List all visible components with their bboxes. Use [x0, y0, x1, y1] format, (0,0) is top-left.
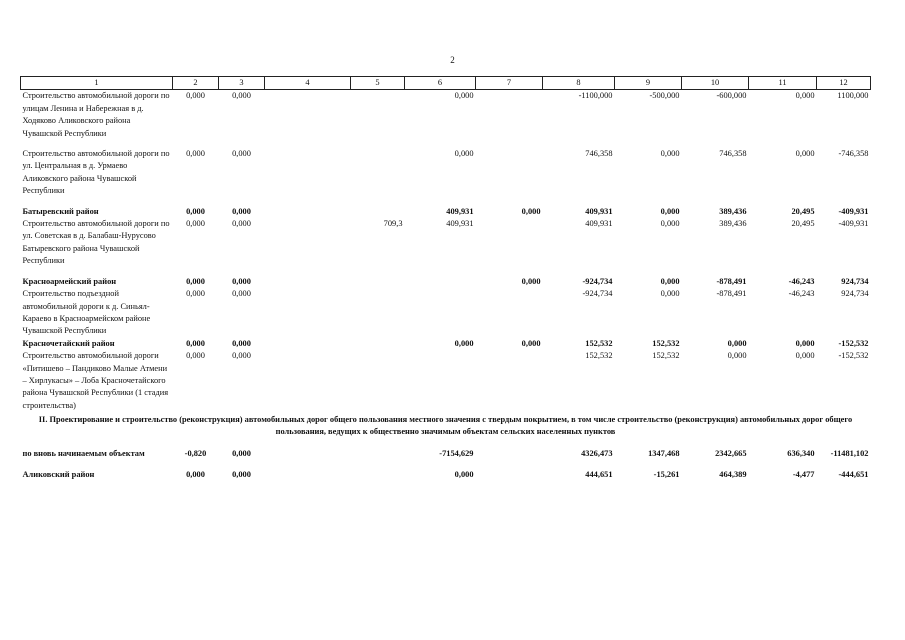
cell: 0,000 — [186, 276, 205, 286]
cell: 0,000 — [232, 351, 251, 361]
cell: 409,931 — [446, 219, 474, 229]
cell: 0,000 — [795, 351, 815, 361]
cell — [265, 350, 351, 412]
cell: 0,000 — [232, 206, 251, 216]
cell: -46,243 — [788, 289, 815, 299]
cell — [476, 350, 543, 412]
cell: -444,651 — [838, 469, 869, 479]
cell: 0,000 — [454, 149, 474, 159]
row-name: Аликовский район — [22, 469, 95, 479]
cell: 409,931 — [446, 206, 474, 216]
cell: -878,491 — [716, 289, 747, 299]
cell: -924,734 — [582, 289, 613, 299]
cell: 152,532 — [652, 351, 680, 361]
cell — [405, 350, 476, 412]
cell — [476, 90, 543, 140]
cell — [476, 148, 543, 198]
cell: 389,436 — [719, 219, 747, 229]
cell: 0,000 — [454, 338, 474, 348]
cell: 152,532 — [652, 338, 680, 348]
table-row — [21, 218, 871, 268]
cell: 0,000 — [521, 276, 541, 286]
cell: 0,000 — [232, 449, 251, 459]
cell: 0,000 — [186, 289, 205, 299]
col-header: 4 — [265, 77, 351, 90]
cell: -409,931 — [838, 219, 869, 229]
cell: -878,491 — [716, 276, 747, 286]
cell: 0,000 — [660, 276, 680, 286]
row-name: Строительство автомобильной дороги «Питишево – Пандиково Малые Атмени – Хирлукасы» – Лоба Красночетайского района Чувашской Республики (1 стадия строительства) — [22, 351, 169, 410]
cell: 0,000 — [232, 276, 251, 286]
cell: 0,000 — [795, 91, 815, 101]
cell — [265, 448, 351, 460]
row-name: по вновь начинаемым объектам — [22, 449, 145, 459]
col-header: 8 — [543, 77, 615, 90]
cell: 0,000 — [186, 469, 205, 479]
cell: 409,931 — [585, 219, 613, 229]
cell: 636,340 — [787, 449, 815, 459]
cell: 0,000 — [727, 338, 747, 348]
cell — [405, 288, 476, 338]
cell: -46,243 — [788, 276, 815, 286]
col-header: 11 — [749, 77, 817, 90]
cell: 0,000 — [660, 149, 680, 159]
cell: 152,532 — [585, 351, 613, 361]
cell: 1347,468 — [648, 449, 680, 459]
cell: 0,000 — [660, 219, 680, 229]
cell: 0,000 — [232, 219, 251, 229]
cell: -0,820 — [184, 449, 207, 459]
cell: 0,000 — [186, 351, 205, 361]
table-row — [21, 148, 871, 198]
cell: 4326,473 — [581, 449, 613, 459]
cell: 924,734 — [841, 276, 869, 286]
cell: -15,261 — [653, 469, 680, 479]
cell — [265, 206, 351, 218]
cell — [265, 288, 351, 338]
cell — [351, 469, 405, 481]
cell: 924,734 — [841, 289, 869, 299]
row-name: Строительство подъездной автомобильной дороги к д. Синьял-Караево в Красноармейском районе Чувашской Республики — [22, 289, 151, 336]
cell — [351, 276, 405, 288]
cell: 20,495 — [791, 219, 815, 229]
cell: 0,000 — [232, 149, 251, 159]
cell: 0,000 — [660, 289, 680, 299]
col-header: 1 — [21, 77, 173, 90]
col-header: 5 — [351, 77, 405, 90]
cell — [265, 148, 351, 198]
district-row — [21, 338, 871, 350]
cell: -152,532 — [838, 338, 869, 348]
cell: 0,000 — [186, 206, 205, 216]
cell — [351, 206, 405, 218]
cell — [405, 276, 476, 288]
column-header-row — [21, 77, 871, 90]
cell: 0,000 — [232, 91, 251, 101]
col-header: 6 — [405, 77, 476, 90]
cell: 0,000 — [232, 469, 251, 479]
cell: -409,931 — [838, 206, 869, 216]
district-row — [21, 206, 871, 218]
col-header: 2 — [173, 77, 219, 90]
cell: 0,000 — [454, 91, 474, 101]
cell — [351, 350, 405, 412]
section-heading-row — [21, 412, 871, 440]
cell: 1100,000 — [837, 91, 869, 101]
total-row — [21, 448, 871, 460]
col-header: 9 — [615, 77, 682, 90]
page-number: 2 — [450, 55, 455, 65]
cell — [476, 469, 543, 481]
cell: 444,651 — [585, 469, 613, 479]
cell: 152,532 — [585, 338, 613, 348]
row-name: Строительство автомобильной дороги по улицам Ленина и Набережная в д. Ходяково Аликовского района Чувашской Республики — [22, 91, 170, 138]
cell — [476, 288, 543, 338]
cell: -500,000 — [649, 91, 680, 101]
district-row — [21, 469, 871, 481]
cell — [351, 338, 405, 350]
cell: 0,000 — [521, 206, 541, 216]
cell: 409,931 — [585, 206, 613, 216]
cell: -11481,102 — [830, 449, 869, 459]
col-header: 12 — [817, 77, 871, 90]
cell — [351, 148, 405, 198]
cell: 0,000 — [454, 469, 474, 479]
col-header: 3 — [219, 77, 265, 90]
cell — [476, 218, 543, 268]
district-row — [21, 276, 871, 288]
cell: 746,358 — [719, 149, 747, 159]
table-row — [21, 288, 871, 338]
cell: 0,000 — [521, 338, 541, 348]
cell: -924,734 — [582, 276, 613, 286]
cell — [351, 90, 405, 140]
cell — [351, 448, 405, 460]
cell: 389,436 — [719, 206, 747, 216]
table-row — [21, 90, 871, 140]
cell: 0,000 — [795, 338, 815, 348]
cell: -7154,629 — [439, 449, 474, 459]
cell: 0,000 — [186, 149, 205, 159]
cell: -600,000 — [716, 91, 747, 101]
cell: 0,000 — [727, 351, 747, 361]
cell — [265, 90, 351, 140]
cell: 0,000 — [232, 338, 251, 348]
cell: 464,389 — [719, 469, 747, 479]
cell — [476, 448, 543, 460]
cell: 2342,665 — [715, 449, 747, 459]
cell: -1100,000 — [578, 91, 613, 101]
col-header: 7 — [476, 77, 543, 90]
row-name: Строительство автомобильной дороги по ул. Советская в д. Балабаш-Нурусово Батыревского района Чувашской Республики — [22, 219, 170, 266]
cell — [265, 276, 351, 288]
cell: 709,3 — [383, 219, 403, 229]
cell — [265, 338, 351, 350]
cell: 0,000 — [660, 206, 680, 216]
cell: 0,000 — [186, 338, 205, 348]
row-name: Строительство автомобильной дороги по ул. Центральная в д. Урмаево Аликовского района Чувашской Республики — [22, 149, 170, 196]
budget-table — [20, 76, 871, 481]
cell: 0,000 — [795, 149, 815, 159]
cell — [265, 218, 351, 268]
cell: -152,532 — [838, 351, 869, 361]
cell: 0,000 — [186, 219, 205, 229]
cell: 20,495 — [791, 206, 815, 216]
cell: 0,000 — [186, 91, 205, 101]
cell: 0,000 — [232, 289, 251, 299]
row-name: Красноармейский район — [22, 276, 117, 286]
cell — [351, 288, 405, 338]
row-name: Батыревский район — [22, 206, 99, 216]
section-title: II. Проектирование и строительство (реконструкция) автомобильных дорог общего пользования местного значения с твердым покрытием, в том числе строительство (реконструкция) автомобильных дорог общего пользования, ведущих к общественно значимым объектам сельских населенных пунктов — [38, 415, 853, 437]
cell: -4,477 — [792, 469, 815, 479]
cell: -746,358 — [838, 149, 869, 159]
table-row — [21, 350, 871, 412]
cell: 746,358 — [585, 149, 613, 159]
row-name: Красночетайский район — [22, 338, 115, 348]
col-header: 10 — [682, 77, 749, 90]
cell — [265, 469, 351, 481]
